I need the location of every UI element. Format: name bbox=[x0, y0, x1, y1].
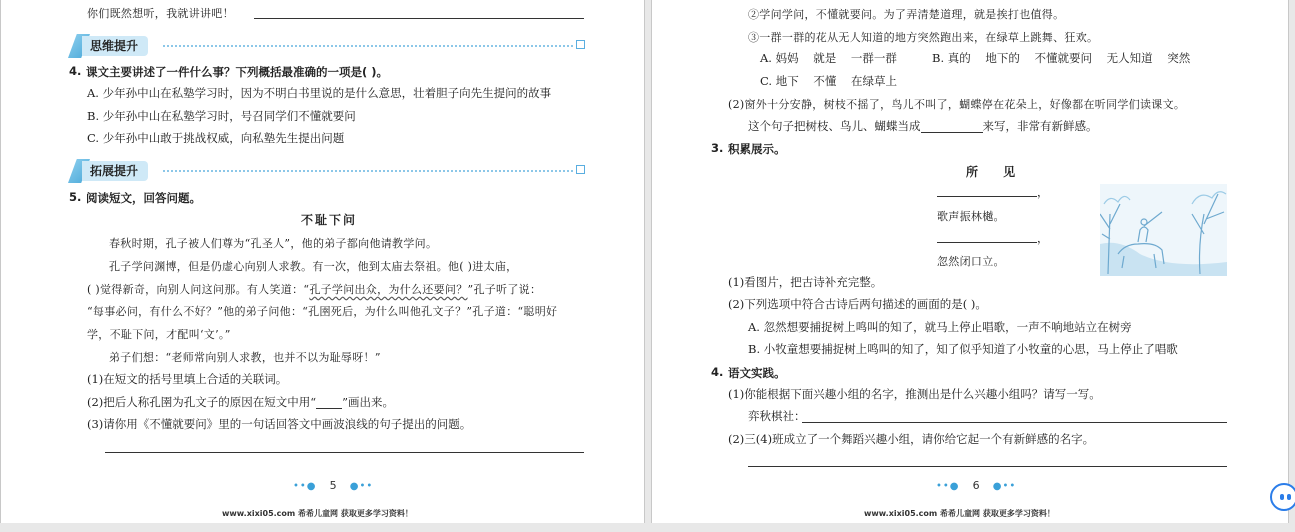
dots-decoration: ••● bbox=[293, 481, 317, 492]
question-number: 4. bbox=[69, 64, 82, 78]
passage-line: 学，不耻下问，才配叫‘文’。” bbox=[87, 328, 231, 341]
banner-square-icon bbox=[576, 40, 585, 49]
dots-decoration: ●•• bbox=[349, 481, 374, 492]
sub-question-3: (3)请你用《不懂就要问》里的一句话回答文中画波浪线的句子提出的问题。 bbox=[87, 417, 472, 431]
q4-sub-question-2: (2)三(4)班成立了一个舞蹈兴趣小组，请你给它起一个有新鲜感的名字。 bbox=[728, 432, 1095, 446]
option-b[interactable]: B. 小牧童想要捕捉树上鸣叫的知了，知了似乎知道了小牧童的心思，马上停止了唱歌 bbox=[748, 342, 1178, 356]
poem-title: 所 见 bbox=[966, 165, 1016, 179]
club-name-label: 弈秋棋社： bbox=[748, 409, 806, 423]
poem-blank-line-1[interactable] bbox=[937, 196, 1037, 197]
section-banner-extension bbox=[68, 159, 588, 183]
option-b[interactable]: B. 少年孙中山在私塾学习时，号召同学们不懂就要问 bbox=[87, 109, 356, 123]
q3-sub-question-1: (1)看图片，把古诗补充完整。 bbox=[728, 275, 883, 289]
answer-line[interactable] bbox=[748, 466, 1227, 467]
chat-assistant-button[interactable] bbox=[1270, 483, 1295, 511]
poem-line-2: 歌声振林樾。 bbox=[937, 210, 1005, 223]
page-number: 5 bbox=[329, 479, 337, 492]
q4-sub-question-1: (1)你能根据下面兴趣小组的名字，推测出是什么兴趣小组吗？请写一写。 bbox=[728, 387, 1101, 401]
passage-line bbox=[87, 281, 541, 297]
page-number: 6 bbox=[972, 479, 980, 492]
option-a[interactable]: A. 忽然想要捕捉树上鸣叫的知了，就马上停止唱歌，一声不响地站立在树旁 bbox=[748, 320, 1132, 334]
section-title: 思维提升 bbox=[82, 36, 148, 56]
page-number-footer bbox=[293, 474, 373, 493]
question-number: 5. bbox=[69, 190, 82, 204]
answer-line[interactable] bbox=[105, 452, 584, 453]
passage-title: 不耻下问 bbox=[301, 213, 358, 227]
sentence-text: 这个句子把树枝、鸟儿、蝴蝶当成 bbox=[748, 119, 921, 133]
passage-paragraph: 弟子们想：“老师常向别人求教，也并不以为耻辱呀！” bbox=[109, 351, 381, 364]
passage-closing-line: 你们既然想听，我就讲讲吧！ bbox=[87, 7, 234, 20]
passage-text: ”孔子听了说： bbox=[467, 283, 542, 296]
question-number: 4. bbox=[711, 365, 724, 379]
passage-line: “每事必问，有什么不好？”他的弟子问他：“孔圉死后，为什么叫他孔文子？”孔子道：“聪明好 bbox=[87, 305, 558, 318]
comma: ， bbox=[1037, 231, 1049, 245]
passage-paragraph: 春秋时期，孔子被人们尊为“孔圣人”，他的弟子都向他请教学问。 bbox=[109, 237, 438, 250]
option-a[interactable]: A. 少年孙中山在私塾学习时，因为不明白书里说的是什么意思，壮着胆子向先生提问的故事 bbox=[87, 86, 552, 100]
option-a[interactable]: A. 妈妈 就是 一群一群 bbox=[760, 51, 897, 65]
banner-divider bbox=[163, 170, 573, 172]
assistant-eye-icon bbox=[1280, 494, 1284, 500]
question-number: 3. bbox=[711, 141, 724, 155]
question-3-text: 积累展示。 bbox=[728, 142, 786, 156]
passage-paragraph: 孔子学问渊博，但是仍虚心向别人求教。有一次，他到太庙去祭祖。他( )进太庙， bbox=[109, 260, 518, 273]
cowherd-boy-illustration bbox=[1100, 184, 1227, 276]
answer-line[interactable] bbox=[802, 422, 1227, 423]
comma: ， bbox=[1037, 185, 1049, 199]
assistant-eye-icon bbox=[1287, 494, 1291, 500]
q3-sub-question-2: (2)下列选项中符合古诗后两句描述的画面的是( )。 bbox=[728, 297, 987, 311]
dots-decoration: ●•• bbox=[992, 481, 1017, 492]
sub-question-2: (2)窗外十分安静，树枝不摇了，鸟儿不叫了，蝴蝶停在花朵上，好像都在听同学们读课文。 bbox=[728, 98, 1186, 111]
page-5 bbox=[0, 0, 645, 523]
banner-divider bbox=[163, 45, 573, 47]
footer-url[interactable]: www.xixi05.com 希希儿童网 获取更多学习资料！ bbox=[222, 509, 413, 518]
sub-question-2 bbox=[87, 395, 394, 409]
sub-question-text: ”画出来。 bbox=[342, 395, 395, 409]
question-4-text: 语文实践。 bbox=[728, 366, 786, 380]
section-title: 拓展提升 bbox=[82, 161, 148, 181]
footer-url[interactable]: www.xixi05.com 希希儿童网 获取更多学习资料！ bbox=[864, 509, 1055, 518]
fill-in-sentence bbox=[748, 119, 1098, 133]
poem-blank-line-3[interactable] bbox=[937, 242, 1037, 243]
option-b[interactable]: B. 真的 地下的 不懂就要问 无人知道 突然 bbox=[932, 51, 1191, 65]
wavy-underlined-question: 孔子学问出众，为什么还要问？ bbox=[309, 283, 468, 296]
banner-square-icon bbox=[576, 165, 585, 174]
answer-line[interactable] bbox=[254, 18, 584, 19]
page-number-footer bbox=[936, 474, 1016, 493]
section-banner-thinking bbox=[68, 34, 588, 58]
question-4-text: 课文主要讲述了一件什么事？下列概括最准确的一项是( )。 bbox=[86, 65, 389, 79]
question-5-text: 阅读短文，回答问题。 bbox=[86, 191, 201, 205]
poem-line-4: 忽然闭口立。 bbox=[937, 255, 1005, 268]
passage-text: ( )觉得新奇，向别人问这问那。有人笑道：“ bbox=[87, 283, 310, 296]
underline-symbol bbox=[316, 408, 342, 409]
sub-question-text: (2)把后人称孔圉为孔文子的原因在短文中用“ bbox=[87, 395, 317, 409]
sentence-text: 来写，非常有新鲜感。 bbox=[982, 119, 1098, 133]
fill-blank[interactable] bbox=[921, 132, 983, 133]
sentence: ③一群一群的花从无人知道的地方突然跑出来，在绿草上跳舞、狂欢。 bbox=[748, 31, 1099, 44]
option-c[interactable]: C. 地下 不懂 在绿草上 bbox=[760, 74, 897, 88]
option-c[interactable]: C. 少年孙中山敢于挑战权威，向私塾先生提出问题 bbox=[87, 131, 345, 145]
page-6 bbox=[651, 0, 1289, 523]
sub-question-1: (1)在短文的括号里填上合适的关联词。 bbox=[87, 372, 288, 386]
dots-decoration: ••● bbox=[936, 481, 960, 492]
sentence: ②学问学问，不懂就要问。为了弄清楚道理，就是挨打也值得。 bbox=[748, 8, 1065, 21]
